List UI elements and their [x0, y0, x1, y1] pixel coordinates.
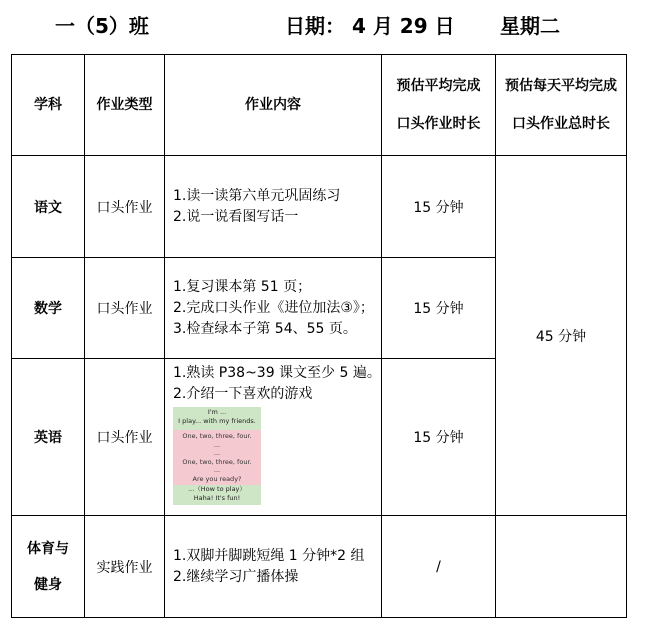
- content-line: 2.完成口头作业《进位加法③》；: [173, 299, 374, 316]
- image-text: One, two, three, four.: [182, 432, 252, 440]
- time-cell: /: [382, 516, 496, 618]
- subject-cell: 数学: [12, 258, 85, 359]
- class-name: 一（5）班: [55, 14, 149, 38]
- content-line: 2.继续学习广播体操: [173, 568, 299, 585]
- subject-cell: 英语: [12, 359, 85, 516]
- image-text: I'm ...: [207, 408, 227, 416]
- subject-cell: [12, 516, 85, 618]
- date-label: 日期： 4 月 29 日: [285, 14, 455, 38]
- image-middle-band: [173, 430, 261, 484]
- homework-table: [11, 54, 627, 618]
- game-chant-image: [173, 407, 261, 505]
- header-row: [12, 55, 627, 156]
- content-cell: [165, 156, 382, 258]
- image-text: ...: [213, 466, 221, 474]
- header-daily-total: [496, 55, 627, 156]
- image-top-band: [173, 407, 261, 430]
- daily-total-cell: 45 分钟: [496, 156, 627, 516]
- header-content: 作业内容: [165, 55, 382, 156]
- header-avg-time-line2: 口头作业时长: [396, 116, 481, 132]
- page-header: [0, 8, 645, 40]
- subject-cell: 语文: [12, 156, 85, 258]
- subject-line1: 体育与: [27, 540, 69, 557]
- image-text: One, two, three, four.: [182, 457, 252, 466]
- header-daily-total-line1: 预估每天平均完成: [505, 78, 617, 94]
- table-row: [12, 516, 627, 618]
- empty-cell: [496, 516, 627, 618]
- header-avg-time: [382, 55, 496, 156]
- header-daily-total-line2: 口头作业总时长: [512, 116, 610, 132]
- image-text: ...: [213, 440, 221, 449]
- image-text: Haha! It's fun!: [193, 493, 241, 502]
- type-cell: 口头作业: [85, 156, 165, 258]
- weekday-label: 星期二: [500, 14, 560, 38]
- type-cell: 口头作业: [85, 258, 165, 359]
- image-text: ...: [213, 449, 221, 457]
- content-line: 1.双脚并脚跳短绳 1 分钟*2 组: [173, 547, 365, 564]
- content-line: 2.介绍一下喜欢的游戏: [173, 386, 313, 402]
- subject-line2: 健身: [34, 576, 62, 593]
- content-line: 1.读一读第六单元巩固练习: [173, 187, 341, 204]
- type-cell: 实践作业: [85, 516, 165, 618]
- content-line: 1.熟读 P38~39 课文至少 5 遍。: [173, 365, 381, 381]
- image-text: Are you ready?: [192, 474, 242, 483]
- header-subject: 学科: [12, 55, 85, 156]
- content-cell: [165, 359, 382, 516]
- table-row: [12, 156, 627, 258]
- image-text: I play... with my friends.: [178, 416, 256, 425]
- time-cell: 15 分钟: [382, 258, 496, 359]
- image-bottom-band: [173, 485, 261, 505]
- content-cell: [165, 516, 382, 618]
- content-line: 2.说一说看图写话一: [173, 208, 299, 225]
- header-type: 作业类型: [85, 55, 165, 156]
- time-cell: 15 分钟: [382, 359, 496, 516]
- time-cell: 15 分钟: [382, 156, 496, 258]
- content-line: 3.检查绿本子第 54、55 页。: [173, 320, 357, 337]
- content-cell: [165, 258, 382, 359]
- content-line: 1.复习课本第 51 页；: [173, 278, 312, 295]
- image-text: ...（How to play）: [188, 485, 246, 493]
- header-avg-time-line1: 预估平均完成: [396, 78, 481, 94]
- type-cell: 口头作业: [85, 359, 165, 516]
